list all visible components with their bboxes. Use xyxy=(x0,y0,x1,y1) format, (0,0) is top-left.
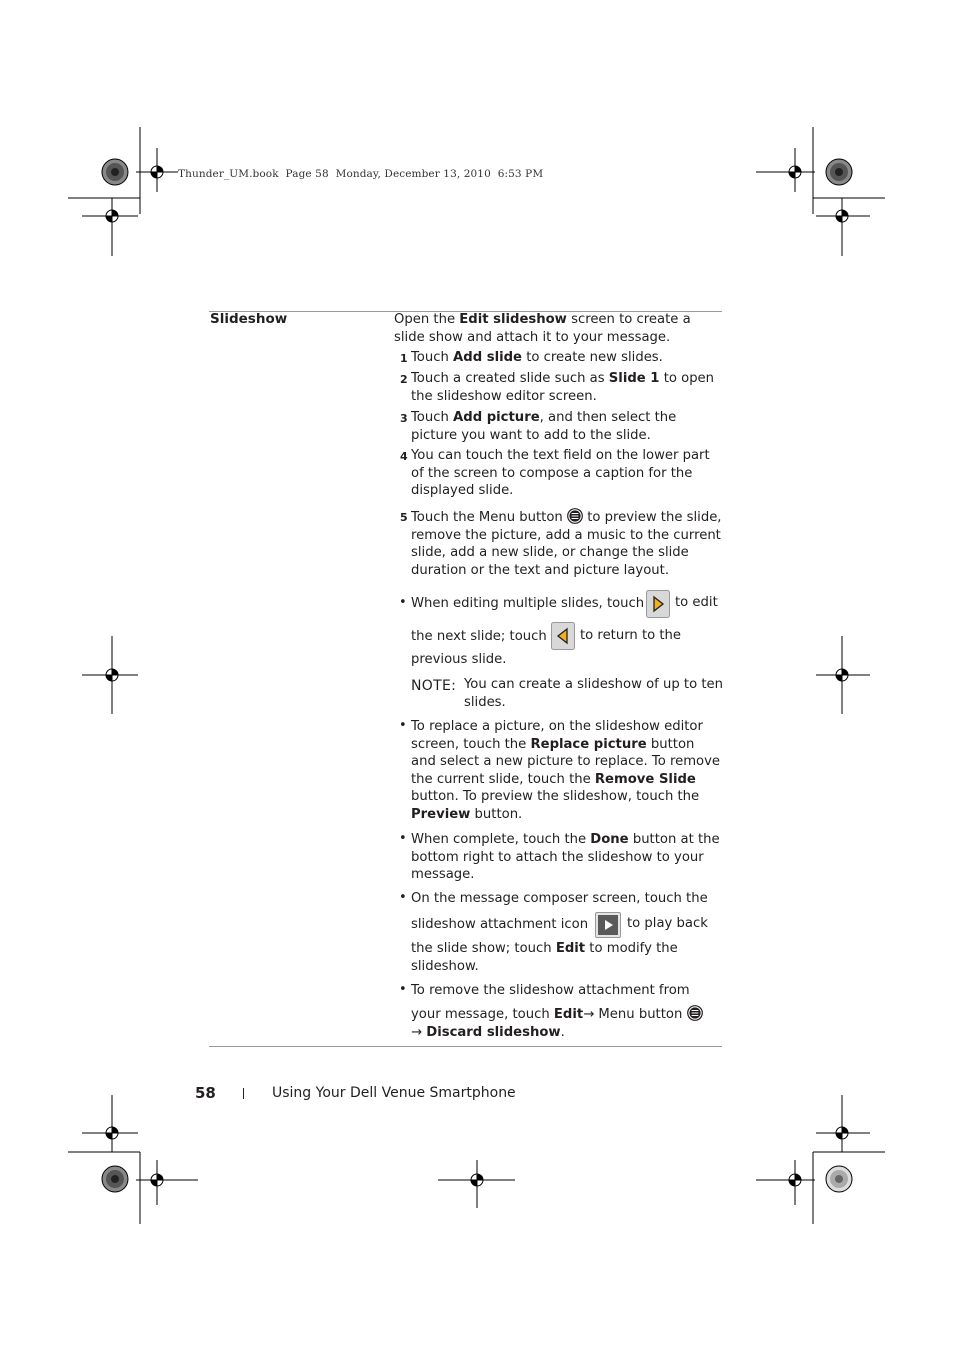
footer-separator xyxy=(243,1088,244,1099)
step-5: Touch the Menu button to preview the slide, remove the picture, add a music to the current slide, add a new slide, or change the slide duration or the text and picture layout. xyxy=(411,510,722,578)
bullet-4-play-back: to play back xyxy=(627,916,708,931)
bullet-3: When complete, touch the Done button at the bottom right to attach the slideshow to your message. xyxy=(411,832,720,883)
step-number: 2 xyxy=(400,373,408,386)
page-number: 58 xyxy=(195,1084,216,1102)
note-text: You can create a slideshow of up to ten slides. xyxy=(464,677,723,710)
bullet-4-line-4: slideshow. xyxy=(411,959,479,974)
bullet-5-line-2: your message, touch Edit→ Menu button xyxy=(411,1005,723,1024)
step-3: Touch Add picture, and then select the picture you want to add to the slide. xyxy=(411,410,677,443)
bullet-point: • xyxy=(399,831,407,846)
bullet-point: • xyxy=(399,718,407,733)
bullet-4-line-3: the slide show; touch Edit to modify the xyxy=(411,941,678,956)
intro-paragraph: Open the Edit slideshow screen to create a slide show and attach it to your message. xyxy=(394,312,691,345)
table-bottom-rule xyxy=(209,1046,722,1047)
bullet-1-to-edit: to edit xyxy=(675,595,718,610)
table-term: Slideshow xyxy=(210,311,288,327)
bullet-4-line-2: slideshow attachment icon xyxy=(411,917,589,932)
previous-slide-arrow-icon xyxy=(551,622,575,650)
step-1: Touch Add slide to create new slides. xyxy=(411,350,663,365)
bullet-1-line-3: previous slide. xyxy=(411,652,507,667)
play-attachment-icon xyxy=(595,912,621,938)
menu-button-icon xyxy=(567,508,583,524)
step-number: 3 xyxy=(400,412,408,425)
menu-button-icon xyxy=(687,1005,703,1021)
bullet-1-line-1: When editing multiple slides, touch xyxy=(411,596,645,611)
step-4: You can touch the text field on the lower part of the screen to compose a caption for the displayed slide. xyxy=(411,448,710,499)
bullet-4-line-1: On the message composer screen, touch the xyxy=(411,891,708,906)
bullet-point: • xyxy=(399,595,407,610)
bullet-5-line-3: → Discard slideshow. xyxy=(411,1025,565,1040)
note-label: NOTE: xyxy=(411,678,457,694)
bullet-1-line-2: the next slide; touch xyxy=(411,629,547,644)
step-number: 1 xyxy=(400,352,408,365)
step-number: 5 xyxy=(400,511,408,524)
footer-title: Using Your Dell Venue Smartphone xyxy=(272,1085,516,1101)
bullet-2: To replace a picture, on the slideshow editor screen, touch the Replace picture button and select a new picture to replace. To remove the current slide, touch the Remove Slide button. To preview the slideshow, touch the Preview button. xyxy=(411,719,721,822)
bullet-point: • xyxy=(399,890,407,905)
print-header: Thunder_UM.book Page 58 Monday, December 13, 2010 6:53 PM xyxy=(178,168,544,180)
bullet-1-return: to return to the xyxy=(580,628,682,643)
bullet-point: • xyxy=(399,982,407,997)
bullet-5-line-1: To remove the slideshow attachment from xyxy=(411,983,690,998)
step-number: 4 xyxy=(400,450,408,463)
step-2: Touch a created slide such as Slide 1 to open the slideshow editor screen. xyxy=(411,371,715,404)
next-slide-arrow-icon xyxy=(646,590,670,618)
